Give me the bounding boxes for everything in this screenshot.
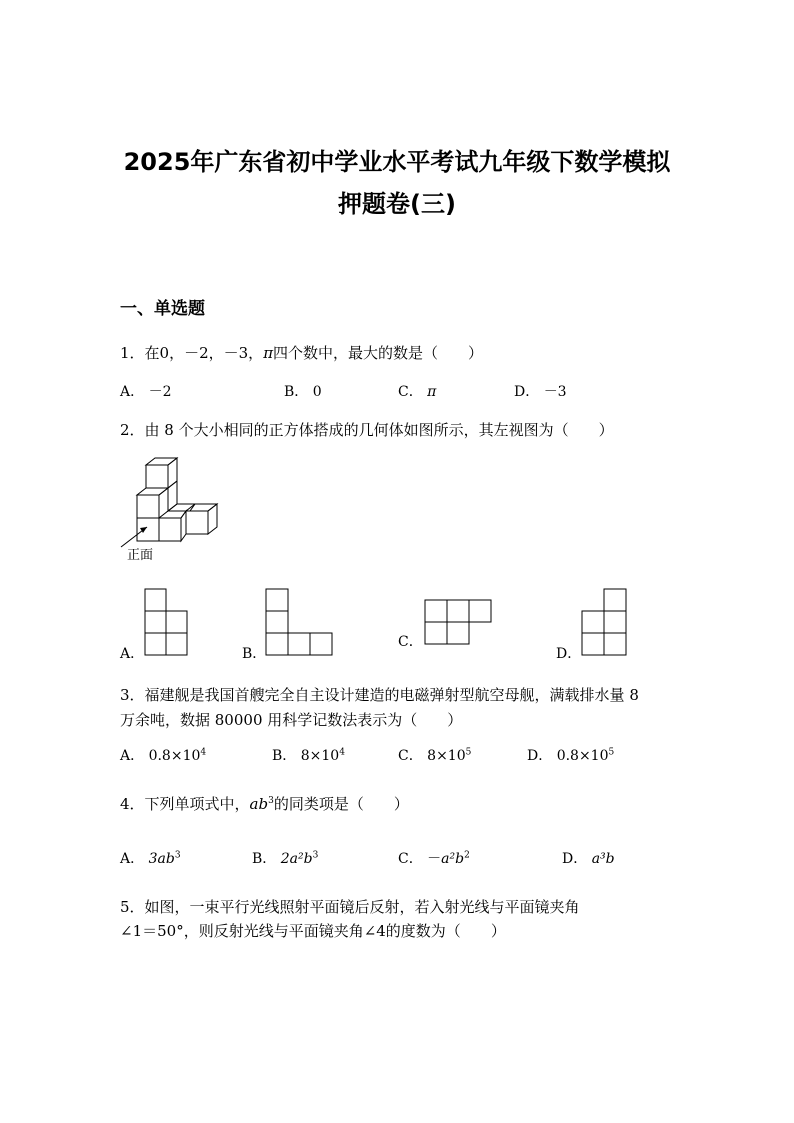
option-exponent: 3 bbox=[312, 850, 319, 861]
q4-stem-exponent: 3 bbox=[268, 796, 274, 806]
q2-option-d-letter[interactable]: D． bbox=[556, 646, 582, 662]
q2-option-d-view bbox=[581, 588, 629, 656]
option-exponent: 2 bbox=[464, 850, 470, 861]
option-value: －3 bbox=[543, 384, 567, 400]
option-letter: B． bbox=[284, 384, 309, 400]
option-letter: A． bbox=[120, 748, 145, 764]
question-3-stem-line2: 万余吨，数据 80000 用科学记数法表示为（ ） bbox=[120, 711, 463, 729]
q3-option-d[interactable] bbox=[527, 745, 614, 765]
option-term: a²b bbox=[441, 851, 465, 867]
question-4-stem bbox=[120, 793, 409, 814]
q1-option-d[interactable] bbox=[514, 381, 567, 401]
question-1-stem bbox=[120, 342, 483, 363]
option-value: －2 bbox=[148, 384, 172, 400]
option-letter: D． bbox=[562, 851, 588, 867]
option-letter: A． bbox=[120, 851, 145, 867]
option-letter: C． bbox=[398, 748, 423, 764]
option-letter: B． bbox=[252, 851, 277, 867]
q4-stem-term: ab bbox=[249, 795, 269, 813]
option-term: a²b bbox=[289, 851, 313, 867]
option-coefficient: 3 bbox=[148, 851, 158, 867]
q1-option-b[interactable] bbox=[284, 381, 322, 401]
option-letter: C． bbox=[398, 384, 423, 400]
option-letter: D． bbox=[514, 384, 540, 400]
option-value: π bbox=[427, 384, 437, 400]
q2-option-c-letter[interactable]: C． bbox=[398, 634, 423, 650]
q3-option-b[interactable] bbox=[272, 745, 345, 765]
option-letter: A． bbox=[120, 384, 145, 400]
option-base: 0.8×10 bbox=[148, 748, 201, 764]
q4-stem-prefix: 4．下列单项式中， bbox=[120, 795, 250, 813]
q2-option-a-letter[interactable]: A． bbox=[120, 646, 145, 662]
page-title: 2025年广东省初中学业水平考试九年级下数学模拟 bbox=[123, 148, 671, 176]
option-exponent: 4 bbox=[339, 747, 345, 758]
option-letter: C． bbox=[398, 851, 423, 867]
option-exponent: 4 bbox=[200, 747, 207, 758]
q4-stem-suffix: 的同类项是（ ） bbox=[273, 795, 409, 813]
question-5-stem-line1: 5．如图，一束平行光线照射平面镜后反射，若入射光线与平面镜夹角 bbox=[120, 898, 580, 916]
option-base: 8×10 bbox=[427, 748, 466, 764]
q1-stem-prefix: 1．在0，－2，－3， bbox=[120, 344, 264, 362]
q1-option-a[interactable] bbox=[120, 381, 172, 401]
q4-option-d[interactable] bbox=[562, 848, 615, 868]
question-2-stem: 2．由 8 个大小相同的正方体搭成的几何体如图所示，其左视图为（ ） bbox=[120, 421, 614, 439]
option-exponent: 5 bbox=[608, 747, 615, 758]
option-base: 0.8×10 bbox=[556, 748, 609, 764]
option-exponent: 3 bbox=[174, 850, 181, 861]
page-title-line2: 押题卷(三) bbox=[338, 190, 456, 218]
q3-option-a[interactable] bbox=[120, 745, 206, 765]
q1-stem-suffix: 四个数中，最大的数是（ ） bbox=[273, 344, 484, 362]
q1-stem-pi: π bbox=[263, 344, 274, 362]
option-coefficient: 2 bbox=[280, 851, 290, 867]
option-value: 0 bbox=[312, 384, 322, 400]
question-3-stem-line1: 3．福建舰是我国首艘完全自主设计建造的电磁弹射型航空母舰，满载排水量 8 bbox=[120, 686, 639, 704]
option-base: 8×10 bbox=[300, 748, 340, 764]
q2-option-b-letter[interactable]: B． bbox=[242, 646, 267, 662]
section-heading: 一、单选题 bbox=[120, 299, 205, 319]
option-exponent: 5 bbox=[465, 747, 472, 758]
option-term: a³b bbox=[591, 851, 615, 867]
q4-option-c[interactable] bbox=[398, 848, 470, 868]
q4-option-b[interactable] bbox=[252, 848, 318, 868]
front-view-label: 正面 bbox=[127, 548, 154, 563]
q2-option-c-view bbox=[424, 599, 494, 645]
q2-option-b-view bbox=[265, 588, 335, 656]
q1-option-c[interactable] bbox=[398, 381, 436, 401]
question-5-stem-line2: ∠1＝50°，则反射光线与平面镜夹角∠4的度数为（ ） bbox=[120, 922, 506, 940]
option-coefficient: － bbox=[427, 851, 442, 867]
q2-option-a-view bbox=[144, 588, 190, 656]
q4-option-a[interactable] bbox=[120, 848, 181, 868]
option-term: ab bbox=[157, 851, 175, 867]
option-letter: D． bbox=[527, 748, 553, 764]
q3-option-c[interactable] bbox=[398, 745, 471, 765]
option-letter: B． bbox=[272, 748, 297, 764]
